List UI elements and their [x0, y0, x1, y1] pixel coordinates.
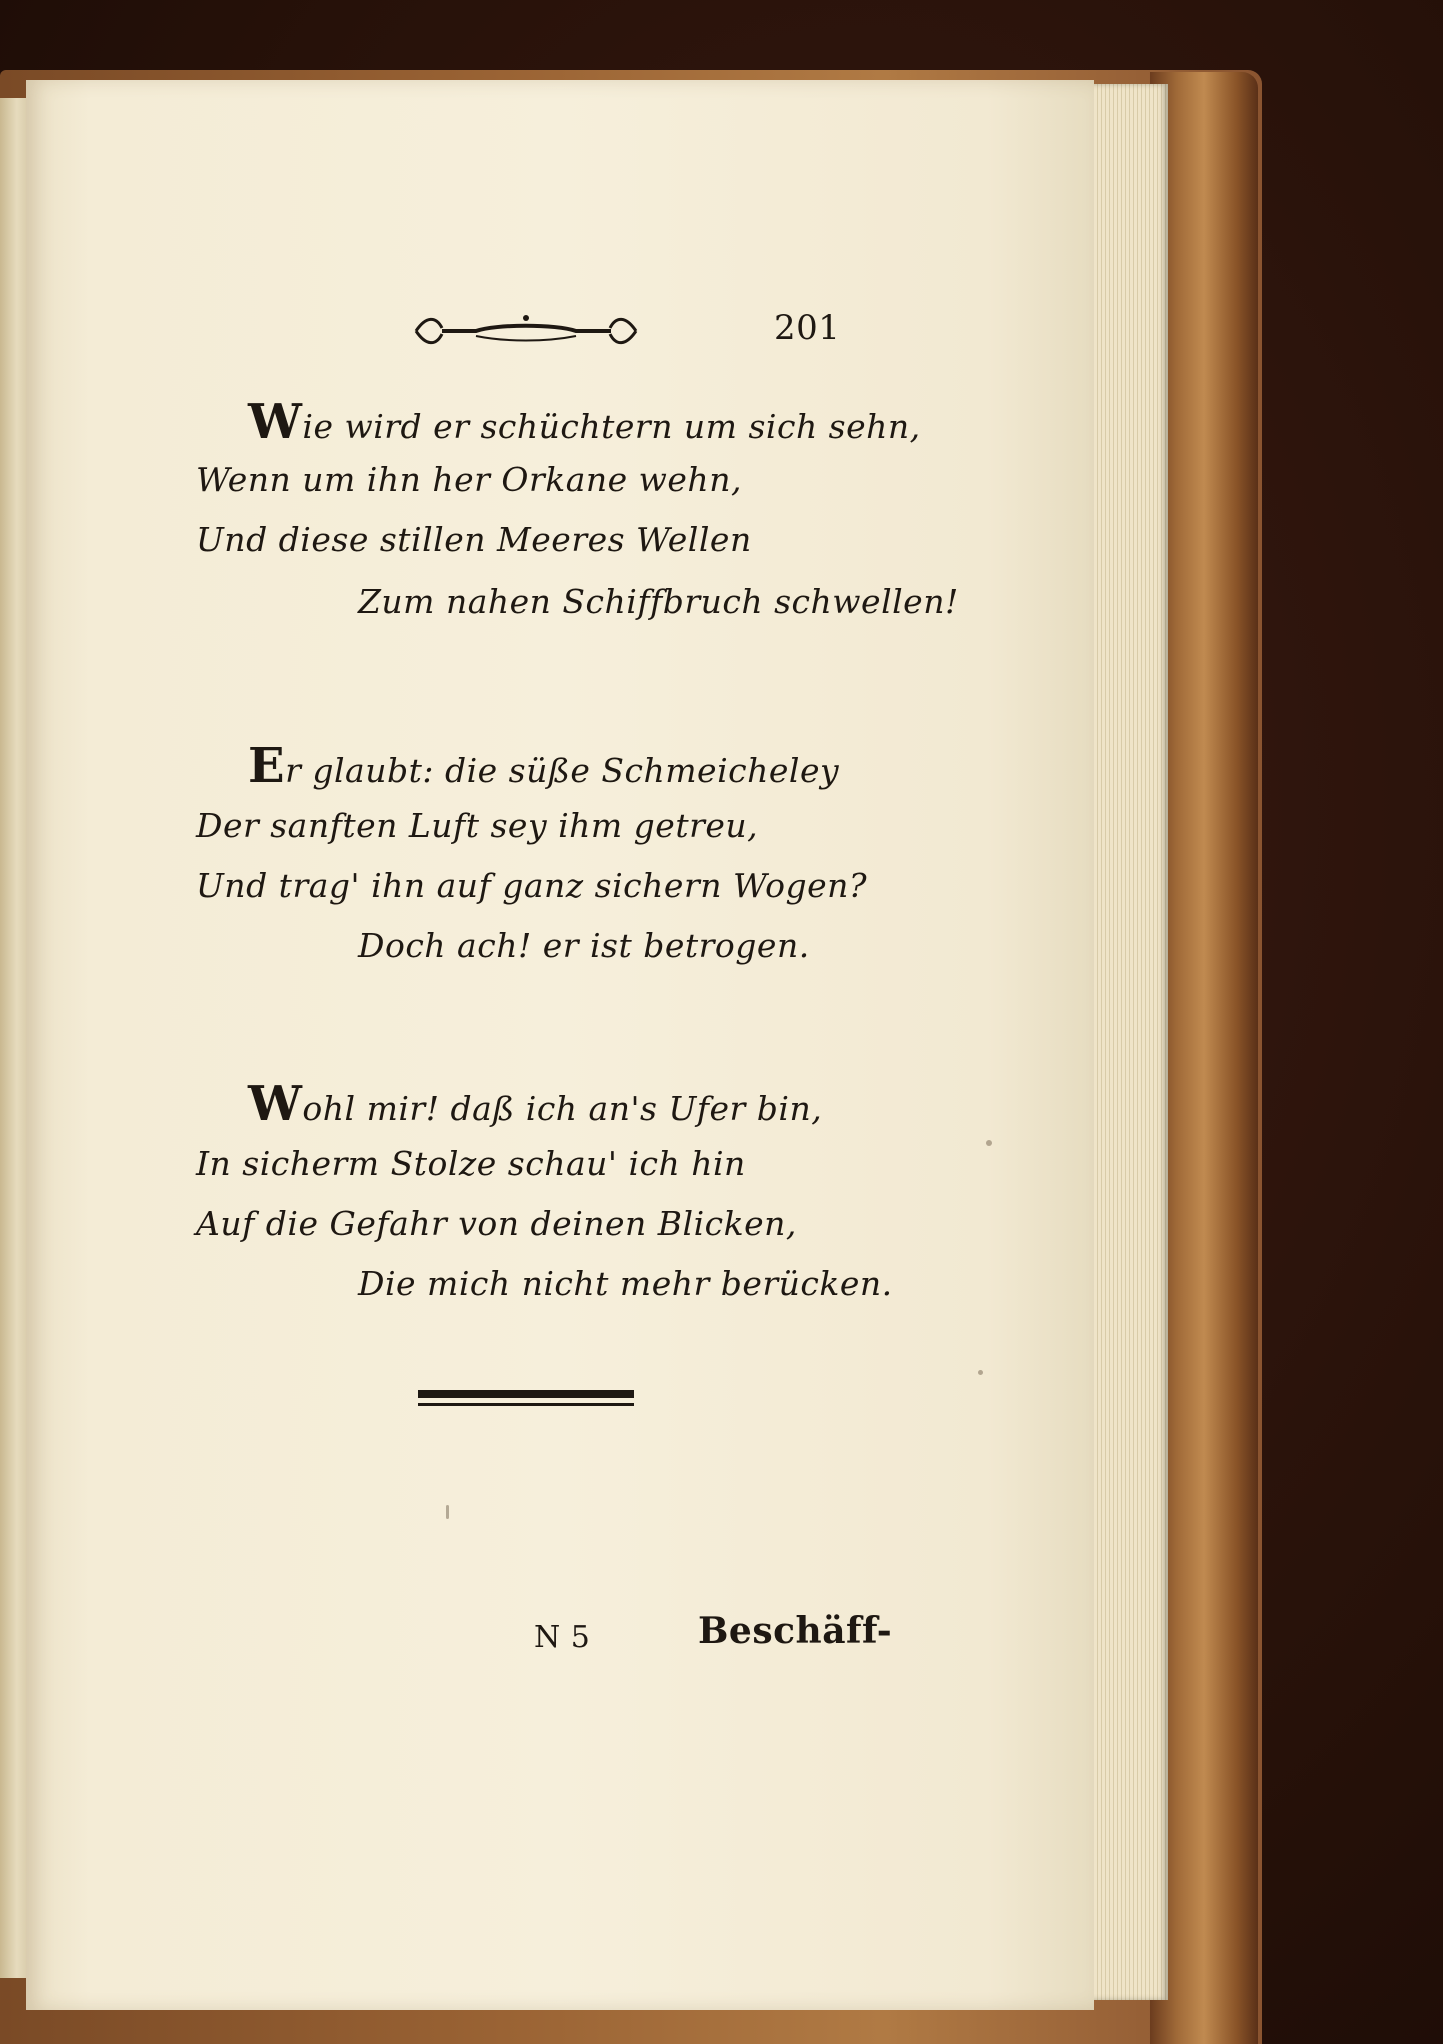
verse-line — [248, 394, 921, 450]
verse-line: Wenn um ihn her Orkane wehn, — [196, 460, 742, 499]
verse-line — [248, 1076, 823, 1132]
paper-speck — [978, 1370, 983, 1375]
drop-initial: W — [248, 1076, 303, 1132]
ornament-flourish-icon — [406, 306, 646, 356]
book-page — [26, 80, 1094, 2010]
verse-line: Doch ach! er ist betrogen. — [358, 926, 810, 965]
facing-page-edge — [0, 98, 28, 1978]
section-rule — [418, 1390, 634, 1398]
verse-line: Und trag' ihn auf ganz sichern Wogen? — [196, 866, 868, 905]
drop-initial: W — [248, 394, 303, 450]
paper-speck — [446, 1505, 449, 1519]
drop-initial: E — [248, 738, 286, 794]
verse-line-text: ohl mir! daß ich an's Ufer bin, — [302, 1089, 823, 1128]
verse-line: Der sanften Luft sey ihm getreu, — [196, 806, 759, 845]
verse-line: Die mich nicht mehr berücken. — [358, 1264, 893, 1303]
verse-line: In sicherm Stolze schau' ich hin — [196, 1144, 746, 1183]
catchword: Beschäff- — [698, 1610, 893, 1652]
verse-line-text: ie wird er schüchtern um sich sehn, — [302, 407, 921, 446]
verse-line: Und diese stillen Meeres Wellen — [196, 520, 752, 559]
section-rule-thin — [418, 1403, 634, 1406]
page-number: 201 — [774, 308, 841, 348]
signature-mark: N 5 — [534, 1620, 591, 1655]
verse-line: Zum nahen Schiffbruch schwellen! — [358, 582, 959, 621]
paper-speck — [986, 1140, 992, 1146]
verse-line-text: r glaubt: die süße Schmeicheley — [285, 751, 840, 790]
verse-line — [248, 738, 840, 794]
page-edges — [1090, 84, 1168, 2000]
verse-line: Auf die Gefahr von deinen Blicken, — [196, 1204, 797, 1243]
